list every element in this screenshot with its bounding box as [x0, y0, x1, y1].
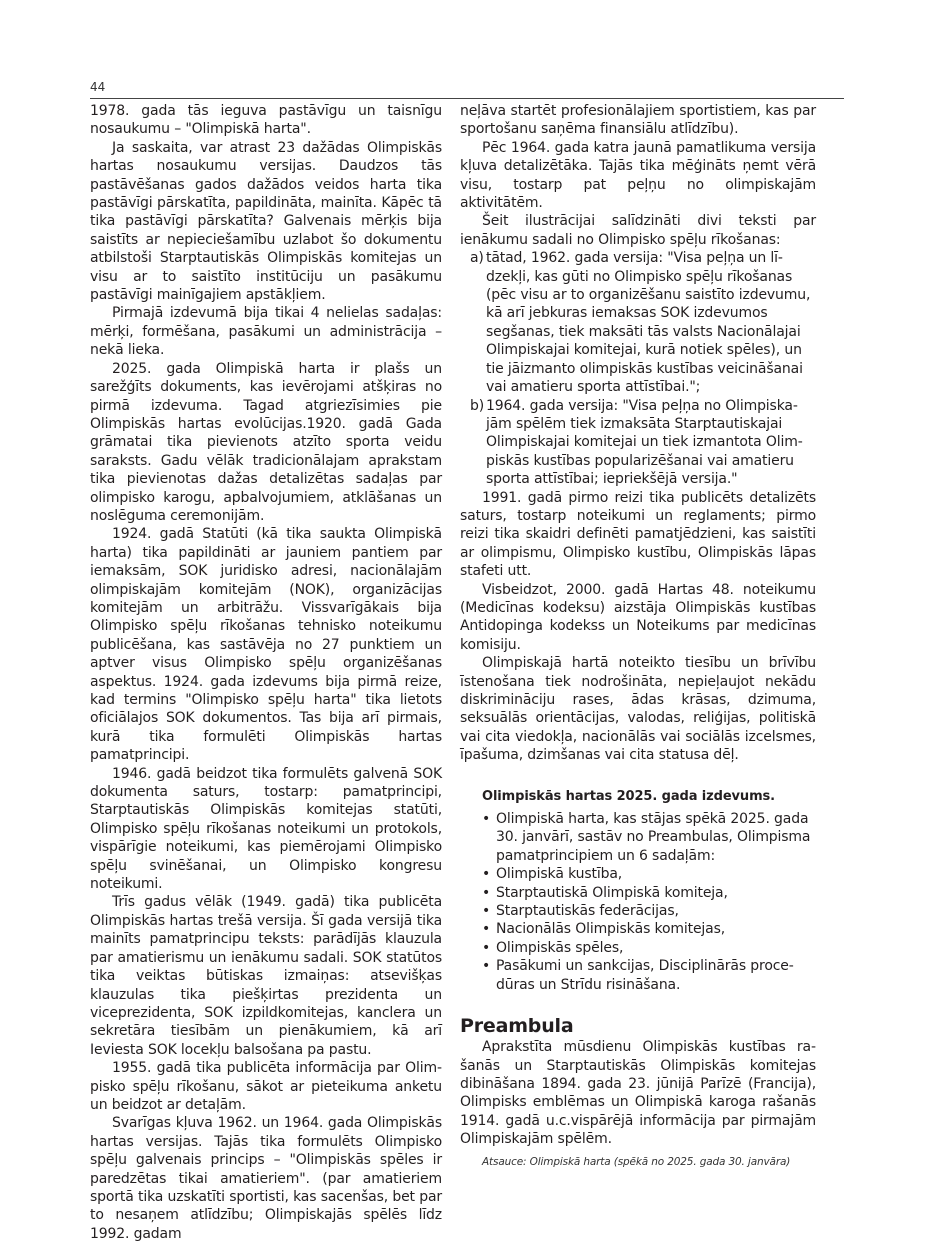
paragraph: 1955. gadā tika publicēta informācija par Olimpisko spēļu rīkošanu, sākot ar pieteikuma anketu un beidzot ar detaļām. [90, 1060, 442, 1113]
list-item [480, 902, 816, 920]
list-item-text: Starptautiskās federācijas, [496, 903, 679, 920]
paragraph: Aprakstīta mūsdienu Olimpiskās kustības rašanās un Starptautiskās Olimpiskās komitejas dibināšana 1894. gada 23. jūnijā Parīzē (Francija), Olimpisks emblēmas un Olimpiskā karoga rašanās 1914. gadā u.c.vispārējā informācija par pirmajām Olimpiskajām spēlēm. [460, 1039, 816, 1148]
spacer [460, 765, 816, 788]
list-item [480, 810, 816, 865]
edition-list [460, 810, 816, 994]
paragraph: Ja saskaita, var atrast 23 dažādas Olimpiskās hartas nosaukumu versijas. Daudzos tās pastāvēšanas gados dažādos veidos harta tika pastāvīgi pārskatīta, papildināta, mainīta. Kāpēc tā tika pastāvīgi pārskatīta? Galvenais mērķis bija saistīts ar nepieciešamību uzlabot šo dokumentu atbilstoši Starptautiskās Olimpiskās komitejas un visu ar to saistīto institūciju un pasākumu pastāvīgi mainīgajiem apstākļiem. [90, 139, 442, 304]
paragraph: 1978. gada tās ieguva pastāvīgu un taisnīgu nosaukumu – "Olimpiskā harta". [90, 103, 442, 138]
bullet-icon: • [482, 866, 491, 883]
list-item [470, 249, 816, 396]
list-item-text: Olimpiskās spēles, [496, 939, 624, 956]
list-marker: b) [470, 397, 485, 414]
paragraph: Trīs gadus vēlāk (1949. gadā) tika publicēta Olimpiskās hartas trešā versija. Šī gada versijā tika mainīts pamatprincipu teksts: parādījās klauzula par amatierismu un ienākumu sadali. SOK statūtos tika veiktas būtiskas izmaiņas: atsevišķas klauzulas tika piešķirtas prezidenta un viceprezidenta, SOK izpildkomitejas, kanclera un sekretāra tiesībām un pienākumiem, kā arī Ieviesta SOK locekļu balsošana pa pastu. [90, 894, 442, 1058]
bullet-icon: • [482, 939, 491, 956]
version-list [460, 249, 816, 488]
list-item [470, 397, 816, 489]
list-item-text: Pasākumi un sankcijas, Disciplinārās procedūras un Strīdu risināšana. [496, 958, 794, 993]
bullet-icon: • [482, 921, 491, 938]
paragraph: 1946. gadā beidzot tika formulēts galvenā SOK dokumenta saturs, tostarp: pamatprincipi, Starptautiskās Olimpiskās komitejas statūti, Olimpisko spēļu rīkošanas noteikumi un protokols, vispārīgie noteikumi, kas piemērojami Olimpisko spēļu svinēšanai, un Olimpisko kongresu noteikumi. [90, 765, 442, 893]
list-item-text: 1964. gada versija: "Visa peļņa no Olimpiskajām spēlēm tiek izmaksāta Starptautiskajai Olimpiskajai komitejai un tiek izmantota Olimpiskās kustības popularizēšanai vai amatieru sporta attīstībai; iepriekšējā versija." [486, 397, 803, 488]
list-item-text: Starptautiskā Olimpiskā komiteja, [496, 884, 728, 901]
list-item [480, 884, 816, 902]
header-rule [90, 98, 844, 99]
bullet-icon: • [482, 958, 491, 975]
list-item-text: Olimpiskā kustība, [496, 866, 623, 883]
page-number: 44 [90, 80, 106, 94]
paragraph: Pirmajā izdevumā bija tikai 4 nelielas sadaļas: mērķi, formēšana, pasākumi un administrācija – nekā lieka. [90, 305, 442, 359]
bullet-icon: • [482, 884, 491, 901]
paragraph: Visbeidzot, 2000. gadā Hartas 48. noteikumu (Medicīnas kodeksu) aizstāja Olimpiskās kustības Antidopinga kodekss un Noteikums par medicīnas komisiju. [460, 581, 816, 653]
paragraph: Svarīgas kļuva 1962. un 1964. gada Olimpiskās hartas versijas. Tajās tika formulēts Olimpisko spēļu galvenais princips – "Olimpiskās spēles ir paredzētas tikai amatieriem". (par amatieriem sportā tika uzskatīti sportisti, kas sacenšas, bet par to nesaņem atlīdzību; Olimpiskajās spēlēs līdz 1992. gadam [90, 1115, 442, 1242]
left-column [90, 102, 442, 1243]
paragraph: Olimpiskajā hartā noteikto tiesību un brīvību īstenošana tiek nodrošināta, nepieļaujot nekādu diskrimināciju rases, ādas krāsas, dzimuma, seksuālās orientācijas, valodas, reliģijas, politiskā vai cita viedokļa, nacionālās vai sociālās izcelsmes, īpašuma, dzimšanas vai cita statusa dēļ. [460, 655, 816, 764]
list-item [480, 865, 816, 883]
bullet-icon: • [482, 903, 491, 920]
paragraph: 1924. gadā Statūti (kā tika saukta Olimpiskā harta) tika papildināti ar jauniem pantiem par iemaksām, SOK juridisko adresi, nacionālajām olimpiskajām komitejām (NOK), organizācijas komitejām un arbitrāžu. Vissvarīgākais bija Olimpisko spēļu rīkošanas tehnisko noteikumu publicēšana, kas sastāvēja no 27 punktiem un aptver visus Olimpisko spēļu organizēšanas aspektus. 1924. gada izdevums bija pirmā reize, kad termins "Olimpisko spēļu harta" tika lietots oficiālajos SOK dokumentos. Tas bija arī pirmais, kurā tika formulēti Olimpiskās hartas pamatprincipi. [90, 526, 442, 764]
paragraph: Pēc 1964. gada katra jaunā pamatlikuma versija kļuva detalizētāka. Tajās tika mēģināts ņemt vērā visu, tostarp pat peļņu no olimpiskajām aktivitātēm. [460, 139, 816, 212]
edition-heading: Olimpiskās hartas 2025. gada izdevums. [482, 788, 776, 804]
paragraph: 1991. gadā pirmo reizi tika publicēts detalizēts saturs, tostarp noteikumi un reglaments; pirmo reizi tika skaidri definēti pamatjēdzieni, kas saistīti ar olimpismu, Olimpisko kustību, Olimpiskās lāpas stafeti utt. [460, 489, 816, 580]
bullet-icon: • [482, 811, 491, 828]
paragraph: Šeit ilustrācijai salīdzināti divi teksti par ienākumu sadali no Olimpisko spēļu rīkošanas: [460, 213, 816, 248]
spacer [460, 994, 816, 1014]
list-item-text: Olimpiskā harta, kas stājas spēkā 2025. gada 30. janvārī, sastāv no Preambulas, Olimpisma pamatprincipiem un 6 sadaļām: [496, 811, 811, 864]
right-column [460, 102, 816, 1169]
paragraph-continuation: neļāva startēt profesionālajiem sportistiem, kas par sportošanu saņēma finansiālu atlīdzību). [460, 103, 816, 138]
preambula-heading: Preambula [460, 1015, 574, 1038]
list-item [480, 957, 816, 994]
source-note: Atsauce: Olimpiskā harta (spēkā no 2025. gada 30. janvāra) [482, 1155, 791, 1168]
list-item-text: Nacionālās Olimpiskās komitejas, [496, 921, 726, 938]
paragraph: 2025. gada Olimpiskā harta ir plašs un sarežģīts dokuments, kas ievērojami atšķiras no pirmā izdevuma. Tagad atgriezīsimies pie Olimpiskās hartas evolūcijas.1920. gadā Gada grāmatai tika pievienots atzīto sporta veidu saraksts. Gadu vēlāk tradicionālajam aprakstam tika pievienotas dažas detalizētas sadaļas par olimpisko karogu, apbalvojumiem, atklāšanas un noslēguma ceremonijām. [90, 360, 442, 524]
list-item-text: tātad, 1962. gada versija: "Visa peļņa un līdzekļi, kas gūti no Olimpisko spēļu rīkošanas (pēc visu ar to organizēšanu saistīto izdevumu, kā arī jebkuras iemaksas SOK izdevumos segšanas, tiek maksāti tās valsts Nacionālajai Olimpiskajai komitejai, kurā notiek spēles), un tie jāizmanto olimpiskās kustības veicināšanai vai amatieru sporta attīstībai."; [486, 250, 811, 396]
list-item [480, 939, 816, 957]
list-item [480, 920, 816, 938]
list-marker: a) [470, 250, 484, 267]
